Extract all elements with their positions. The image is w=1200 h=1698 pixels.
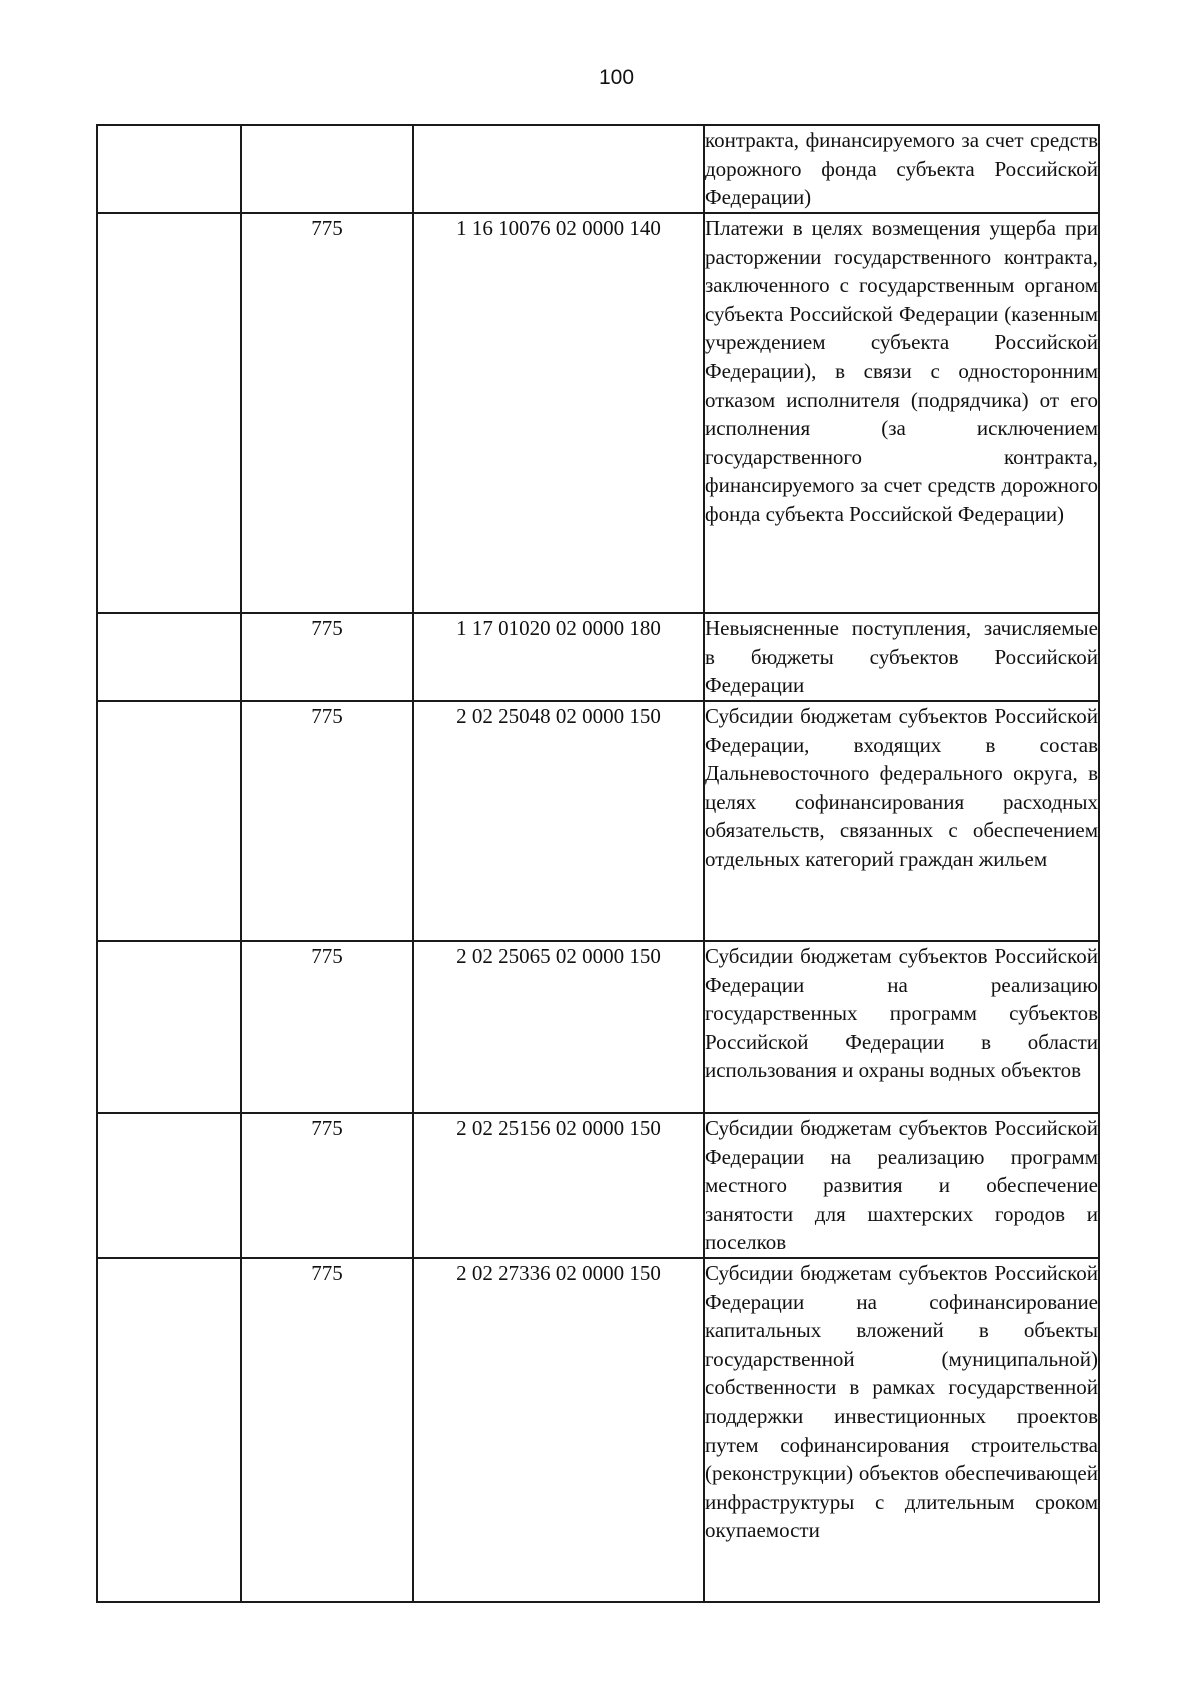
budget-code-cell xyxy=(413,125,704,213)
empty-cell xyxy=(97,1258,241,1602)
empty-cell xyxy=(97,213,241,613)
empty-cell xyxy=(97,941,241,1113)
table-row xyxy=(97,1113,1099,1258)
revenue-name-cell: контракта, финансируемого за счет средств дорожного фонда субъекта Российской Федерации) xyxy=(704,125,1099,213)
table-row xyxy=(97,613,1099,701)
empty-cell xyxy=(97,701,241,941)
revenue-name-cell: Субсидии бюджетам субъектов Российской Федерации на софинансирование капитальных вложений в объекты государственной (муниципальной) собственности в рамках государственной поддержки инвестиционных проектов путем софинансирования строительства (реконструкции) объектов обеспечивающей инфраструктуры с длительным сроком окупаемости xyxy=(704,1258,1099,1602)
budget-code-cell: 2 02 25065 02 0000 150 xyxy=(413,941,704,1113)
empty-cell xyxy=(97,613,241,701)
page-number: 100 xyxy=(598,66,635,89)
revenue-codes-table xyxy=(96,124,1100,1603)
admin-code-cell: 775 xyxy=(241,701,413,941)
table-row xyxy=(97,941,1099,1113)
admin-code-cell: 775 xyxy=(241,941,413,1113)
revenue-name-cell: Субсидии бюджетам субъектов Российской Федерации, входящих в состав Дальневосточного федерального округа, в целях софинансирования расходных обязательств, связанных с обеспечением отдельных категорий граждан жильем xyxy=(704,701,1099,941)
empty-cell xyxy=(97,125,241,213)
revenue-name-cell: Субсидии бюджетам субъектов Российской Федерации на реализацию государственных программ субъектов Российской Федерации в области использования и охраны водных объектов xyxy=(704,941,1099,1113)
budget-code-cell: 2 02 27336 02 0000 150 xyxy=(413,1258,704,1602)
revenue-name-cell: Платежи в целях возмещения ущерба при расторжении государственного контракта, заключенного с государственным органом субъекта Российской Федерации (казенным учреждением субъекта Российской Федерации), в связи с односторонним отказом исполнителя (подрядчика) от его исполнения (за исключением государственного контракта, финансируемого за счет средств дорожного фонда субъекта Российской Федерации) xyxy=(704,213,1099,613)
empty-cell xyxy=(97,1113,241,1258)
admin-code-cell xyxy=(241,125,413,213)
revenue-name-cell: Субсидии бюджетам субъектов Российской Федерации на реализацию программ местного развития и обеспечение занятости для шахтерских городов и поселков xyxy=(704,1113,1099,1258)
table-row xyxy=(97,125,1099,213)
admin-code-cell: 775 xyxy=(241,1113,413,1258)
revenue-name-cell: Невыясненные поступления, зачисляемые в бюджеты субъектов Российской Федерации xyxy=(704,613,1099,701)
admin-code-cell: 775 xyxy=(241,613,413,701)
budget-code-cell: 2 02 25048 02 0000 150 xyxy=(413,701,704,941)
admin-code-cell: 775 xyxy=(241,1258,413,1602)
table-row xyxy=(97,213,1099,613)
budget-code-cell: 1 16 10076 02 0000 140 xyxy=(413,213,704,613)
budget-code-cell: 2 02 25156 02 0000 150 xyxy=(413,1113,704,1258)
admin-code-cell: 775 xyxy=(241,213,413,613)
budget-code-cell: 1 17 01020 02 0000 180 xyxy=(413,613,704,701)
table-row xyxy=(97,701,1099,941)
table-row xyxy=(97,1258,1099,1602)
